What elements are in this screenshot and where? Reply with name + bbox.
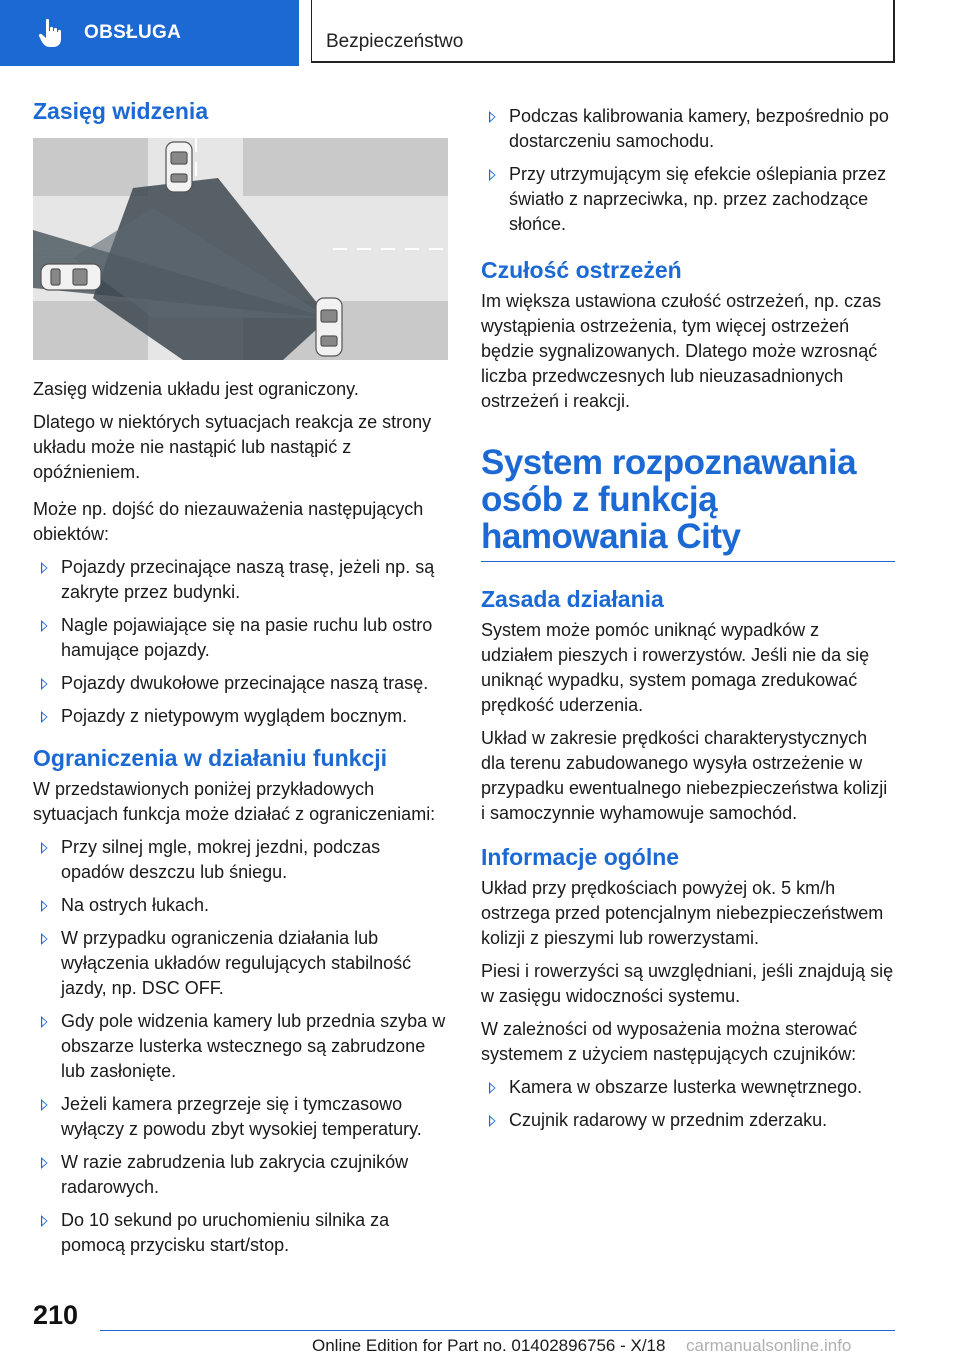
triangle-bullet-icon [41, 933, 48, 945]
triangle-bullet-icon [41, 1016, 48, 1028]
paragraph: W przedstawionych poniżej przykładowych sytuacjach funkcja może działać z ograniczeniami: [33, 779, 436, 824]
paragraph: Zasięg widzenia układu jest ograniczony. [33, 379, 359, 399]
heading-function-limits: Ograniczenia w działaniu funkcji [33, 745, 388, 771]
left-column [33, 96, 448, 1266]
hand-pointer-icon [38, 18, 62, 48]
edition-text: Online Edition for Part no. 01402896756 - X/18 [312, 1336, 666, 1355]
triangle-bullet-icon [41, 678, 48, 690]
triangle-bullet-icon [489, 111, 496, 123]
vision-range-illustration [33, 138, 448, 360]
list-item: Czujnik radarowy w przednim zderzaku. [481, 1108, 895, 1133]
list-item: Pojazdy z nietypowym wyglądem bocznym. [33, 704, 448, 729]
heading-vision-range: Zasięg widzenia [33, 98, 209, 124]
list-item: Pojazdy przecinające naszą trasę, jeżeli np. są zakryte przez budynki. [33, 555, 448, 605]
vision-list [33, 555, 448, 729]
list-item: Do 10 sekund po uruchomieniu silnika za pomocą przycisku start/stop. [33, 1208, 448, 1258]
paragraph: Może np. dojść do niezauważenia następujących obiektów: [33, 499, 424, 544]
page-header [0, 0, 960, 66]
heading-warning-sensitivity: Czułość ostrzeżeń [481, 257, 682, 283]
heading-general-info: Informacje ogólne [481, 844, 680, 870]
heading-operating-principle: Zasada działania [481, 586, 664, 612]
right-column [481, 104, 895, 1141]
subsection-tab[interactable] [311, 0, 895, 63]
list-item: Podczas kalibrowania kamery, bezpośrednio po dostarczeniu samochodu. [481, 104, 895, 154]
paragraph: Układ przy prędkościach powyżej ok. 5 km/h ostrzega przed potencjalnym niebezpieczeństwem kolizji z pieszymi lub rowerzystami. [481, 878, 884, 948]
list-item: Jeżeli kamera przegrzeje się i tymczasowo wyłączy z powodu zbyt wysokiej temperatury. [33, 1092, 448, 1142]
triangle-bullet-icon [41, 562, 48, 574]
subsection-tab-label: Bezpieczeństwo [326, 31, 464, 52]
paragraph: Piesi i rowerzyści są uwzględniani, jeśli znajdują się w zasięgu widoczności systemu. [481, 961, 894, 1006]
page-number: 210 [33, 1300, 79, 1330]
list-item: Przy utrzymującym się efekcie oślepiania przez światło z naprzeciwka, np. przez zachodzące słońce. [481, 162, 895, 237]
list-item: Na ostrych łukach. [33, 893, 448, 918]
heading-rule [481, 561, 895, 562]
paragraph: Im większa ustawiona czułość ostrzeżeń, np. czas wystąpienia ostrzeżenia, tym więcej ostrzeżeń będzie sygnalizowanych. Dlatego może wzrosnąć liczba przedwczesnych lub nieuzasadnionych ostrzeżeń i reakcji. [481, 291, 882, 411]
paragraph: Układ w zakresie prędkości charakterystycznych dla terenu zabudowanego wysyła ostrzeżenie w przypadku ewentualnego niebezpieczeństwa kolizji i samoczynnie wyhamowuje samochód. [481, 728, 888, 823]
paragraph: W zależności od wyposażenia można sterować systemem z użyciem następujących czujników: [481, 1019, 858, 1064]
list-item: W przypadku ograniczenia działania lub wyłączenia układów regulujących stabilność jazdy, np. DSC OFF. [33, 926, 448, 1001]
list-item: Nagle pojawiające się na pasie ruchu lub ostro hamujące pojazdy. [33, 613, 448, 663]
list-item: Przy silnej mgle, mokrej jezdni, podczas opadów deszczu lub śniegu. [33, 835, 448, 885]
paragraph: Dlatego w niektórych sytuacjach reakcja ze strony układu może nie nastąpić lub nastąpić z opóźnieniem. [33, 412, 432, 482]
car-ego [316, 298, 342, 356]
triangle-bullet-icon [489, 1115, 496, 1127]
triangle-bullet-icon [41, 842, 48, 854]
list-item: Gdy pole widzenia kamery lub przednia szyba w obszarze lusterka wstecznego są zabrudzone lub zasłonięte. [33, 1009, 448, 1084]
triangle-bullet-icon [41, 1157, 48, 1169]
triangle-bullet-icon [489, 1082, 496, 1094]
limits-list [33, 835, 448, 1258]
list-item: Kamera w obszarze lusterka wewnętrznego. [481, 1075, 895, 1100]
section-tab[interactable] [0, 0, 299, 66]
triangle-bullet-icon [41, 1215, 48, 1227]
footer-rule [100, 1330, 895, 1331]
triangle-bullet-icon [41, 900, 48, 912]
list-item: W razie zabrudzenia lub zakrycia czujników radarowych. [33, 1150, 448, 1200]
triangle-bullet-icon [489, 169, 496, 181]
heading-pedestrian-system: System rozpoznawania osób z funkcją hamowania City [481, 443, 857, 556]
car-top [166, 142, 192, 192]
sensors-list [481, 1075, 895, 1133]
triangle-bullet-icon [41, 1099, 48, 1111]
limits-list-continued [481, 104, 895, 237]
paragraph: System może pomóc uniknąć wypadków z udziałem pieszych i rowerzystów. Jeśli nie da się uniknąć wypadku, system pomaga zredukować prędkość uderzenia. [481, 620, 870, 715]
triangle-bullet-icon [41, 620, 48, 632]
list-item: Pojazdy dwukołowe przecinające naszą trasę. [33, 671, 448, 696]
watermark: carmanualsonline.info [686, 1336, 852, 1355]
car-left [41, 264, 101, 290]
section-tab-label: OBSŁUGA [84, 22, 182, 43]
triangle-bullet-icon [41, 711, 48, 723]
